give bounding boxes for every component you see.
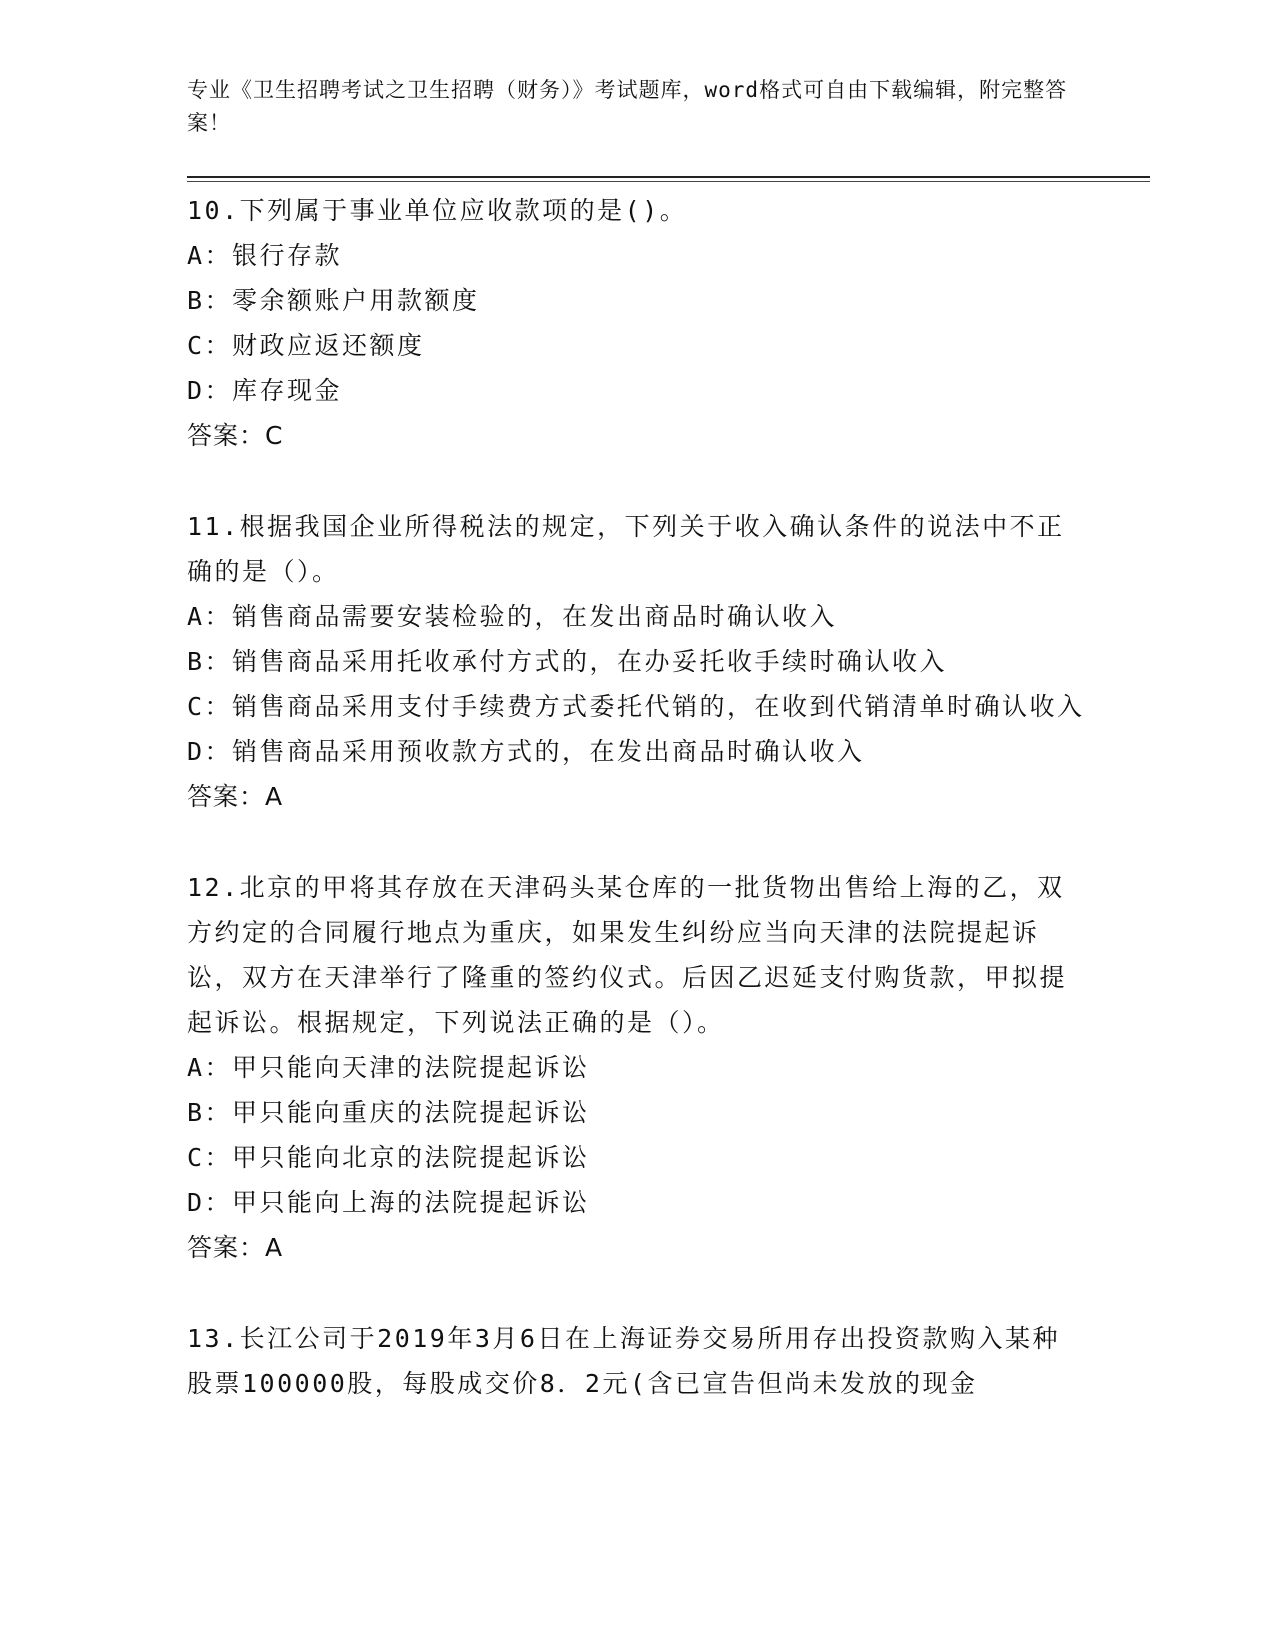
option-a: A：甲只能向天津的法院提起诉讼 [187,1053,590,1082]
question-list [187,188,1087,1406]
question-stem: 13.长江公司于2019年3月6日在上海证券交易所用存出投资款购入某种股票100000股，每股成交价8．2元(含已宣告但尚未发放的现金 [187,1324,1060,1398]
question-12 [187,865,1087,1270]
header-divider-thick [187,176,1150,178]
option-a: A：银行存款 [187,241,343,270]
question-stem: 12.北京的甲将其存放在天津码头某仓库的一批货物出售给上海的乙，双方约定的合同履行地点为重庆，如果发生纠纷应当向天津的法院提起诉讼，双方在天津举行了隆重的签约仪式。后因乙迟延支付购货款，甲拟提起诉讼。根据规定，下列说法正确的是（）。 [187,873,1068,1037]
option-c: C：销售商品采用支付手续费方式委托代销的，在收到代销清单时确认收入 [187,692,1085,721]
option-d: D：甲只能向上海的法院提起诉讼 [187,1188,590,1217]
question-11 [187,504,1087,819]
answer-line: 答案：C [187,421,284,450]
option-c: C：财政应返还额度 [187,331,425,360]
option-b: B：销售商品采用托收承付方式的，在办妥托收手续时确认收入 [187,647,948,676]
option-d: D：库存现金 [187,376,343,405]
option-b: B：零余额账户用款额度 [187,286,480,315]
question-spacer [187,819,1087,865]
option-a: A：销售商品需要安装检验的，在发出商品时确认收入 [187,602,838,631]
question-stem: 11.根据我国企业所得税法的规定，下列关于收入确认条件的说法中不正确的是（）。 [187,512,1065,586]
option-d: D：销售商品采用预收款方式的，在发出商品时确认收入 [187,737,865,766]
question-stem: 10.下列属于事业单位应收款项的是()。 [187,196,688,225]
question-13 [187,1316,1087,1406]
option-c: C：甲只能向北京的法院提起诉讼 [187,1143,590,1172]
answer-line: 答案：A [187,1233,284,1262]
question-spacer [187,1270,1087,1316]
question-spacer [187,458,1087,504]
header-divider-thin [187,181,1150,182]
answer-line: 答案：A [187,782,284,811]
document-header: 专业《卫生招聘考试之卫生招聘（财务）》考试题库，word格式可自由下载编辑，附完整答案！ [187,78,1068,135]
question-10 [187,188,1087,458]
option-b: B：甲只能向重庆的法院提起诉讼 [187,1098,590,1127]
